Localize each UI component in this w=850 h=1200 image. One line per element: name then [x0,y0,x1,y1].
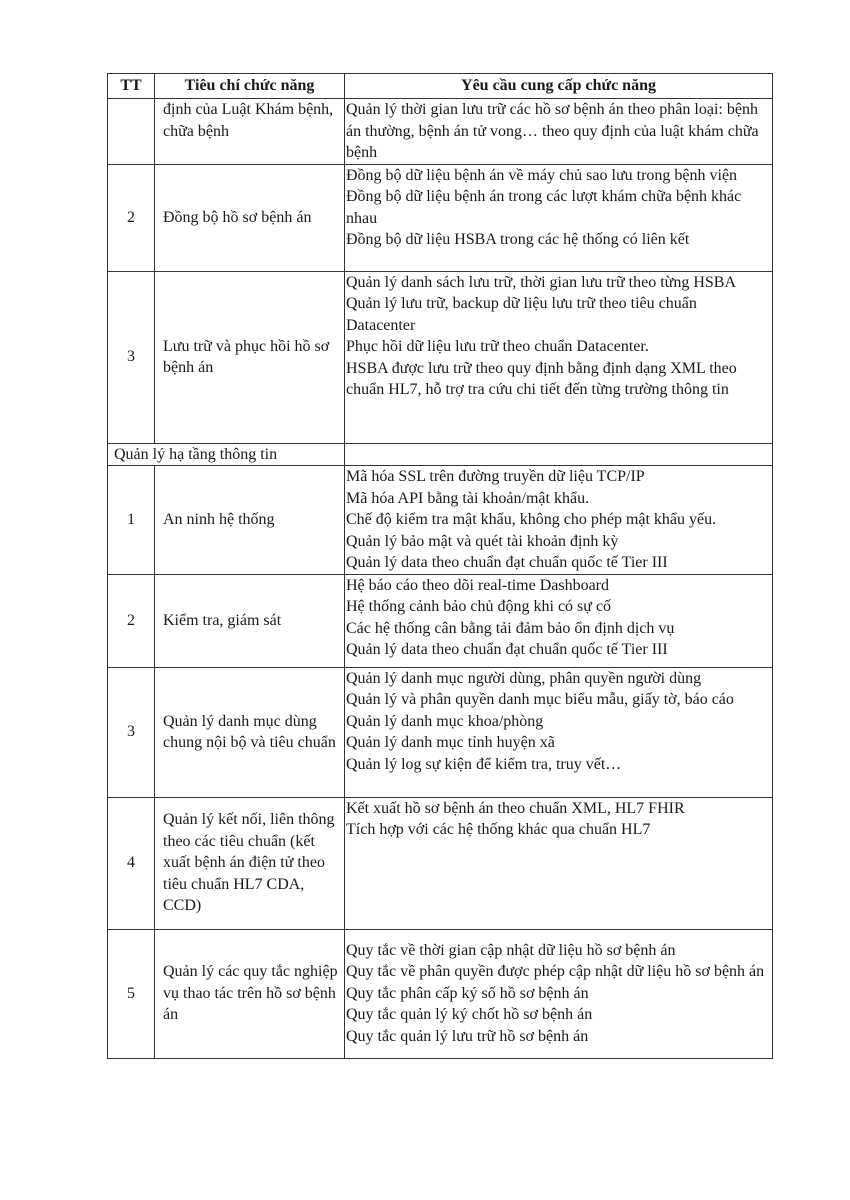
table-row [108,797,773,929]
requirement-item: Mã hóa SSL trên đường truyền dữ liệu TCP/IP [346,468,645,485]
requirement-item: Kết xuất hồ sơ bệnh án theo chuẩn XML, HL7 FHIR [346,799,685,817]
requirement-item: HSBA được lưu trữ theo quy định bằng định dạng XML theo chuẩn HL7, hỗ trợ tra cứu chi tiết đến từng trường thông tin [346,359,737,398]
requirement-item: Quy tắc quản lý lưu trữ hồ sơ bệnh án [346,1027,589,1045]
table-row [108,271,773,443]
requirement-item: Đồng bộ dữ liệu bệnh án về máy chủ sao lưu trong bệnh viện [346,166,738,184]
requirement-cell [345,164,773,271]
criteria-cell: An ninh hệ thống [155,466,345,575]
section-empty-cell [345,443,773,466]
row-number: 2 [108,164,155,271]
requirement-item: Quy tắc quản lý ký chốt hồ sơ bệnh án [346,1006,593,1024]
table-row [108,164,773,271]
requirements-table [107,73,773,1059]
requirement-cell [345,271,773,443]
requirement-item: Hệ báo cáo theo dõi real-time Dashboard [346,576,610,594]
table-row [108,667,773,797]
requirement-item: Phục hồi dữ liệu lưu trữ theo chuẩn Datacenter. [346,338,649,355]
requirement-item: Quản lý data theo chuẩn đạt chuẩn quốc tế Tier III [346,554,668,571]
requirement-cell [345,797,773,929]
requirement-item: Quy tắc về phân quyền được phép cập nhật dữ liệu hồ sơ bệnh án [346,963,765,981]
requirement-item: Chế độ kiểm tra mật khẩu, không cho phép mật khẩu yếu. [346,511,717,528]
requirement-cell [345,466,773,575]
requirement-item: Quy tắc về thời gian cập nhật dữ liệu hồ sơ bệnh án [346,941,676,959]
section-row [108,443,773,466]
table-row [108,929,773,1058]
requirement-item: Quản lý và phân quyền danh mục biểu mẫu, giấy tờ, báo cáo [346,691,734,708]
requirement-item: Quản lý log sự kiện để kiểm tra, truy vết… [346,755,622,773]
row-number [108,99,155,165]
requirement-item: Quản lý lưu trữ, backup dữ liệu lưu trữ theo tiêu chuẩn Datacenter [346,295,697,334]
requirement-item: Đồng bộ dữ liệu HSBA trong các hệ thống có liên kết [346,231,690,248]
requirement-cell [345,667,773,797]
requirement-item: Quản lý danh mục người dùng, phân quyền người dùng [346,669,702,687]
requirement-cell [345,574,773,667]
requirement-cell [345,99,773,165]
table-row [108,99,773,165]
section-title: Quản lý hạ tầng thông tin [108,443,345,466]
row-number: 1 [108,466,155,575]
requirement-item: Quy tắc phân cấp ký số hồ sơ bệnh án [346,984,589,1002]
requirement-item: Quản lý danh mục khoa/phòng [346,712,544,730]
requirement-item: Đồng bộ dữ liệu bệnh án trong các lượt khám chữa bệnh khác nhau [346,188,742,227]
row-number: 2 [108,574,155,667]
requirement-item: Mã hóa API bằng tài khoản/mật khẩu. [346,489,590,507]
requirement-item: Các hệ thống cân bằng tải đảm bảo ổn định dịch vụ [346,619,675,637]
requirement-item: Hệ thống cảnh bảo chủ động khi có sự cố [346,598,612,615]
table-row [108,574,773,667]
criteria-cell: định của Luật Khám bệnh, chữa bệnh [155,99,345,165]
criteria-cell: Lưu trữ và phục hồi hồ sơ bệnh án [155,271,345,443]
criteria-cell: Kiểm tra, giám sát [155,574,345,667]
header-criteria: Tiêu chí chức năng [155,74,345,99]
requirement-item: Quản lý danh mục tỉnh huyện xã [346,734,555,751]
requirement-item: Quản lý data theo chuẩn đạt chuẩn quốc tế Tier III [346,641,668,658]
row-number: 5 [108,929,155,1058]
row-number: 3 [108,271,155,443]
table-header-row [108,74,773,99]
header-tt: TT [108,74,155,99]
criteria-cell: Quản lý danh mục dùng chung nội bộ và tiêu chuẩn [155,667,345,797]
criteria-cell: Đồng bộ hồ sơ bệnh án [155,164,345,271]
row-number: 3 [108,667,155,797]
requirement-item: Quản lý thời gian lưu trữ các hồ sơ bệnh án theo phân loại: bệnh án thường, bệnh án tử vong… theo quy định của luật khám chữa bệnh [346,101,759,161]
criteria-cell: Quản lý các quy tắc nghiệp vụ thao tác trên hồ sơ bệnh án [155,929,345,1058]
row-number: 4 [108,797,155,929]
criteria-cell: Quản lý kết nối, liên thông theo các tiêu chuẩn (kết xuất bệnh án điện tử theo tiêu chuẩn HL7 CDA, CCD) [155,797,345,929]
table-row [108,466,773,575]
requirement-item: Tích hợp với các hệ thống khác qua chuẩn HL7 [346,821,651,838]
header-requirement: Yêu cầu cung cấp chức năng [345,74,773,99]
requirement-cell [345,929,773,1058]
requirement-item: Quản lý danh sách lưu trữ, thời gian lưu trữ theo từng HSBA [346,273,736,291]
requirement-item: Quản lý bảo mật và quét tài khoản định kỳ [346,532,619,550]
